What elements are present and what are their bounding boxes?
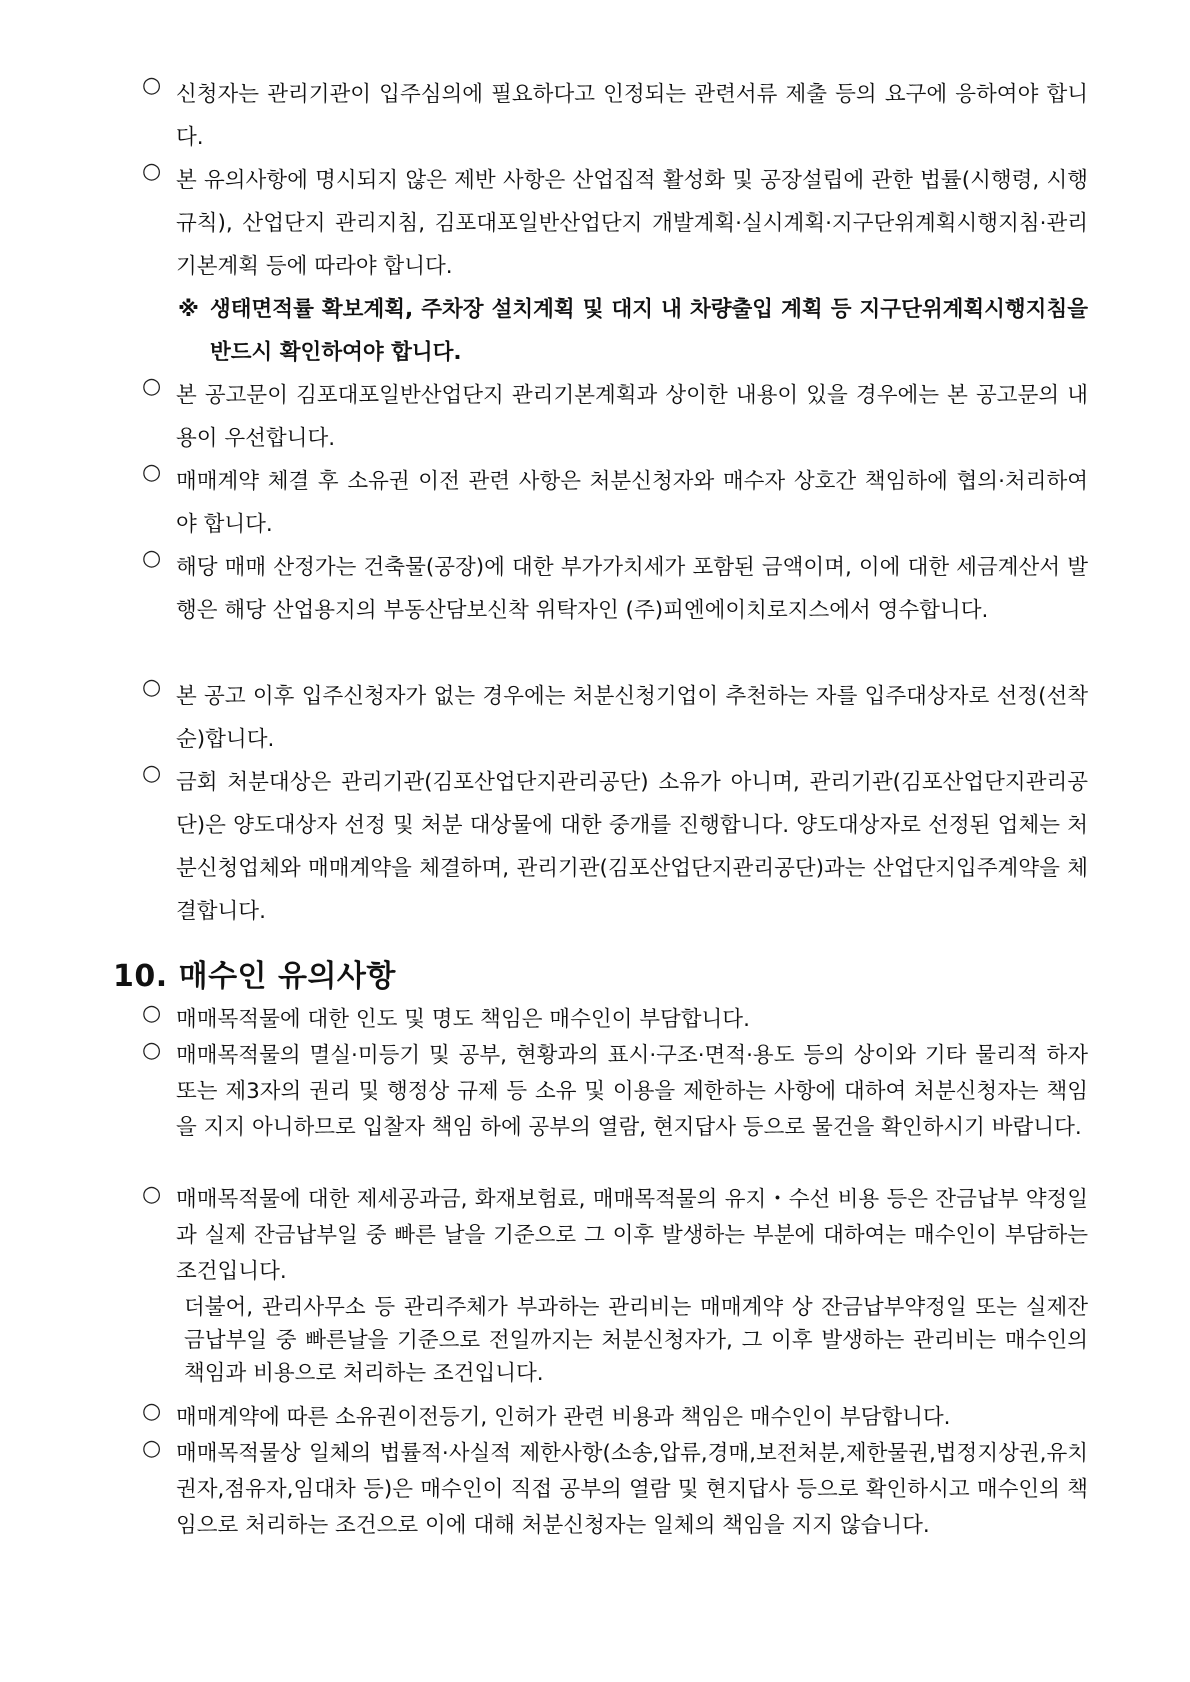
list-item	[142, 374, 1088, 460]
circle-bullet-icon: ○	[142, 159, 162, 184]
list-item	[142, 546, 1088, 632]
section-heading: 10. 매수인 유의사항	[113, 959, 396, 994]
list-item-text: 본 공고 이후 입주신청자가 없는 경우에는 처분신청기업이 추천하는 자를 입주대상자로 선정(선착순)합니다.	[176, 684, 1088, 752]
circle-bullet-icon: ○	[142, 374, 162, 399]
list-item	[142, 460, 1088, 546]
list-item-text: 신청자는 관리기관이 입주심의에 필요하다고 인정되는 관련서류 제출 등의 요구에 응하여야 합니다.	[176, 82, 1088, 150]
list-item-text: 해당 매매 산정가는 건축물(공장)에 대한 부가가치세가 포함된 금액이며, 이에 대한 세금계산서 발행은 해당 산업용지의 부동산담보신착 위탁자인 (주)피엔에이치로지스에서 영수합니다.	[176, 555, 1088, 623]
list-item-text: 본 공고문이 김포대포일반산업단지 관리기본계획과 상이한 내용이 있을 경우에는 본 공고문의 내용이 우선합니다.	[176, 383, 1088, 451]
continuation-paragraph: 더불어, 관리사무소 등 관리주체가 부과하는 관리비는 매매계약 상 잔금납부약정일 또는 실제잔금납부일 중 빠른날을 기준으로 전일까지는 처분신청자가, 그 이후 발생하는 관리비는 매수인의 책임과 비용으로 처리하는 조건입니다.	[184, 1295, 1088, 1386]
circle-bullet-icon: ○	[142, 675, 162, 700]
list-item	[142, 73, 1088, 159]
list-item-text: 매매목적물의 멸실·미등기 및 공부, 현황과의 표시·구조·면적·용도 등의 상이와 기타 물리적 하자 또는 제3자의 권리 및 행정상 규제 등 소유 및 이용을 제한하는 사항에 대하여 처분신청자는 책임을 지지 아니하므로 입찰자 책임 하에 공부의 열람, 현지답사 등으로 물건을 확인하시기 바랍니다.	[176, 1043, 1088, 1140]
list-item	[142, 761, 1088, 933]
list-item	[142, 675, 1088, 761]
circle-bullet-icon: ○	[142, 1436, 162, 1461]
circle-bullet-icon: ○	[142, 1182, 162, 1207]
list-item	[142, 159, 1088, 288]
list-item	[142, 1399, 1088, 1436]
list-item	[142, 1001, 1088, 1038]
circle-bullet-icon: ○	[142, 1001, 162, 1026]
list-item-text: 매매목적물에 대한 인도 및 명도 책임은 매수인이 부담합니다.	[176, 1007, 750, 1032]
list-item-text: 매매목적물에 대한 제세공과금, 화재보험료, 매매목적물의 유지・수선 비용 등은 잔금납부 약정일과 실제 잔금납부일 중 빠른 날을 기준으로 그 이후 발생하는 부분에 대하여는 매수인이 부담하는 조건입니다.	[176, 1187, 1088, 1284]
circle-bullet-icon: ○	[142, 546, 162, 571]
list-item	[142, 1182, 1088, 1290]
circle-bullet-icon: ○	[142, 761, 162, 786]
circle-bullet-icon: ○	[142, 73, 162, 98]
list-item-text: 매매목적물상 일체의 법률적·사실적 제한사항(소송,압류,경매,보전처분,제한물권,법정지상권,유치권자,점유자,임대차 등)은 매수인이 직접 공부의 열람 및 현지답사 등으로 확인하시고 매수인의 책임으로 처리하는 조건으로 이에 대해 처분신청자는 일체의 책임을 지지 않습니다.	[176, 1441, 1088, 1538]
list-item-text: 매매계약에 따른 소유권이전등기, 인허가 관련 비용과 책임은 매수인이 부담합니다.	[176, 1405, 951, 1430]
list-item	[142, 1436, 1088, 1544]
note-text: 생태면적률 확보계획, 주차장 설치계획 및 대지 내 차량출입 계획 등 지구단위계획시행지침을 반드시 확인하여야 합니다.	[210, 297, 1088, 365]
circle-bullet-icon: ○	[142, 1038, 162, 1063]
list-item	[142, 1038, 1088, 1146]
list-item-text: 금회 처분대상은 관리기관(김포산업단지관리공단) 소유가 아니며, 관리기관(김포산업단지관리공단)은 양도대상자 선정 및 처분 대상물에 대한 중개를 진행합니다. 양도대상자로 선정된 업체는 처분신청업체와 매매계약을 체결하며, 관리기관(김포산업단지관리공단)과는 산업단지입주계약을 체결합니다.	[176, 770, 1088, 924]
list-item-text: 본 유의사항에 명시되지 않은 제반 사항은 산업집적 활성화 및 공장설립에 관한 법률(시행령, 시행규칙), 산업단지 관리지침, 김포대포일반산업단지 개발계획·실시계획·지구단위계획시행지침·관리기본계획 등에 따라야 합니다.	[176, 168, 1088, 279]
circle-bullet-icon: ○	[142, 460, 162, 485]
important-note	[178, 288, 1088, 374]
list-item-text: 매매계약 체결 후 소유권 이전 관련 사항은 처분신청자와 매수자 상호간 책임하에 협의·처리하여야 합니다.	[176, 469, 1088, 537]
circle-bullet-icon: ○	[142, 1399, 162, 1424]
reference-mark-icon: ※	[178, 297, 199, 322]
